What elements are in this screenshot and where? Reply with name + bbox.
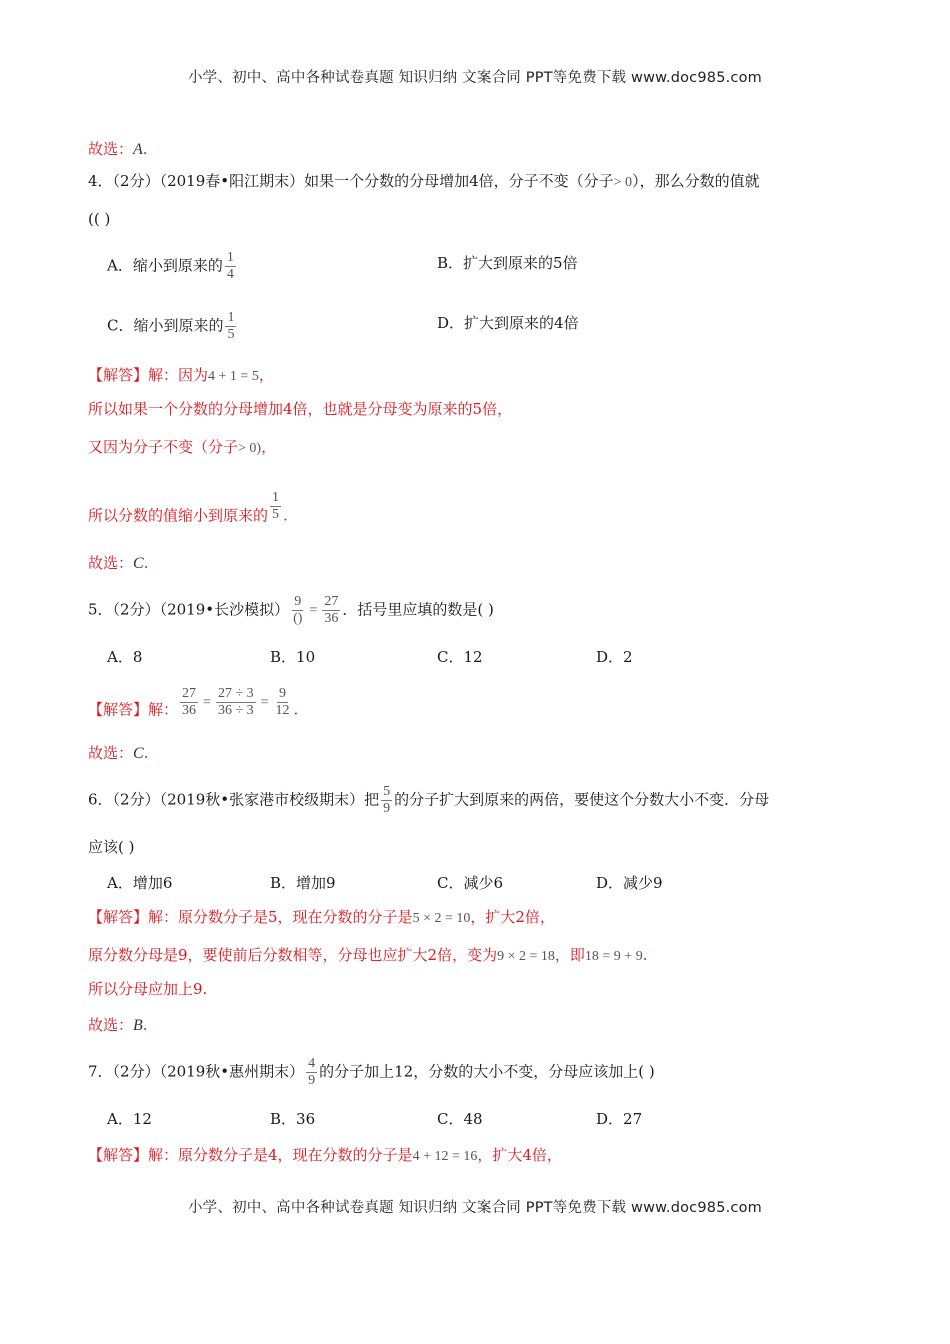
fraction: $\frac{4}{9}$ — [308, 1056, 316, 1088]
fraction: $\frac{27 \div 3}{36 \div 3}$ — [217, 686, 254, 718]
q7-option-a[interactable]: A．12 — [107, 1110, 152, 1128]
q6-option-c[interactable]: C．减少6 — [437, 874, 504, 892]
q6-option-b[interactable]: B．增加9 — [270, 874, 336, 892]
fraction: $\frac{1}{5}$ — [227, 310, 235, 342]
fraction: $\frac{9}{12}$ — [275, 686, 290, 718]
fraction: $\frac{27}{36}$ — [182, 686, 197, 718]
fraction: $\frac{1}{5}$ — [272, 490, 280, 522]
page-header: 小学、初中、高中各种试卷真题 知识归纳 文案合同 PPT等免费下载 www.doc985.com — [187, 70, 763, 86]
fraction: $\frac{1}{4}$ — [226, 250, 234, 282]
fraction: $\frac{27}{36}$ — [324, 594, 339, 626]
q6-answer-2: 原分数分母是9，要使前后分数相等，分母也应扩大2倍，变为9 × 2 = 18，即18 = 9 + 9. — [88, 946, 648, 964]
fraction: $\frac{9}{()}$ — [293, 594, 303, 626]
q6-answer-3: 所以分母应加上9. — [88, 980, 208, 998]
q4-choose: 故选：C. — [88, 554, 149, 572]
q4-answer-1: 【解答】解：因为4 + 1 = 5， — [88, 366, 274, 384]
q7-option-d[interactable]: D．27 — [596, 1110, 643, 1128]
q4-paren: (( ) — [88, 210, 111, 228]
q5-option-c[interactable]: C．12 — [437, 648, 483, 666]
q6-choose: 故选：B. — [88, 1016, 148, 1034]
choose-label: 故选： — [88, 140, 134, 158]
prev-choose: 故选：A. — [88, 140, 148, 158]
q5-option-d[interactable]: D．2 — [596, 648, 633, 666]
q6-option-d[interactable]: D．减少9 — [596, 874, 663, 892]
choose-value: A — [133, 141, 143, 158]
q5-choose: 故选：C. — [88, 744, 149, 762]
page-footer: 小学、初中、高中各种试卷真题 知识归纳 文案合同 PPT等免费下载 www.doc985.com — [187, 1200, 763, 1216]
q6-answer-1: 【解答】解：原分数分子是5，现在分数的分子是5 × 2 = 10，扩大2倍， — [88, 908, 555, 926]
q5-stem: 5．（2分）（2019•长沙模拟） $\frac{9}{()}$ = $\frac{27}{36}$ ．括号里应填的数是( ) — [88, 594, 494, 626]
q4-answer-4: 所以分数的值缩小到原来的 $\frac{1}{5}$ . — [88, 490, 288, 525]
q7-answer-1: 【解答】解：原分数分子是4，现在分数的分子是4 + 12 = 16，扩大4倍， — [88, 1146, 562, 1164]
q4-option-a[interactable]: A．缩小到原来的 $\frac{1}{4}$ — [107, 250, 234, 282]
q4-option-b[interactable]: B．扩大到原来的5倍 — [437, 254, 578, 272]
q6-stem-cont: 应该( ) — [88, 838, 135, 856]
q5-answer: 【解答】解： $\frac{27}{36}$ = $\frac{27 \div 3}{36 \div 3}$ = $\frac{9}{12}$ . — [88, 686, 299, 719]
q4-answer-3: 又因为分子不变（分子> 0)， — [88, 438, 277, 456]
fraction: $\frac{5}{9}$ — [383, 784, 391, 816]
q5-option-b[interactable]: B．10 — [270, 648, 316, 666]
q4-option-d[interactable]: D．扩大到原来的4倍 — [437, 314, 579, 332]
q5-option-a[interactable]: A．8 — [107, 648, 143, 666]
q4-answer-2: 所以如果一个分数的分母增加4倍，也就是分母变为原来的5倍， — [88, 400, 513, 418]
q7-option-c[interactable]: C．48 — [437, 1110, 483, 1128]
q6-stem: 6．（2分）（2019秋•张家港市校级期末）把 $\frac{5}{9}$ 的分子扩大到原来的两倍，要使这个分数大小不变．分母 — [88, 784, 770, 816]
q6-option-a[interactable]: A．增加6 — [107, 874, 173, 892]
q7-stem: 7．（2分）（2019秋•惠州期末） $\frac{4}{9}$ 的分子加上12，分数的大小不变，分母应该加上( ) — [88, 1056, 655, 1088]
q7-option-b[interactable]: B．36 — [270, 1110, 316, 1128]
q4-option-c[interactable]: C．缩小到原来的 $\frac{1}{5}$ — [107, 310, 235, 342]
q4-stem: 4．（2分）（2019春•阳江期末）如果一个分数的分母增加4倍，分子不变（分子> 0），那么分数的值就 — [88, 172, 760, 190]
